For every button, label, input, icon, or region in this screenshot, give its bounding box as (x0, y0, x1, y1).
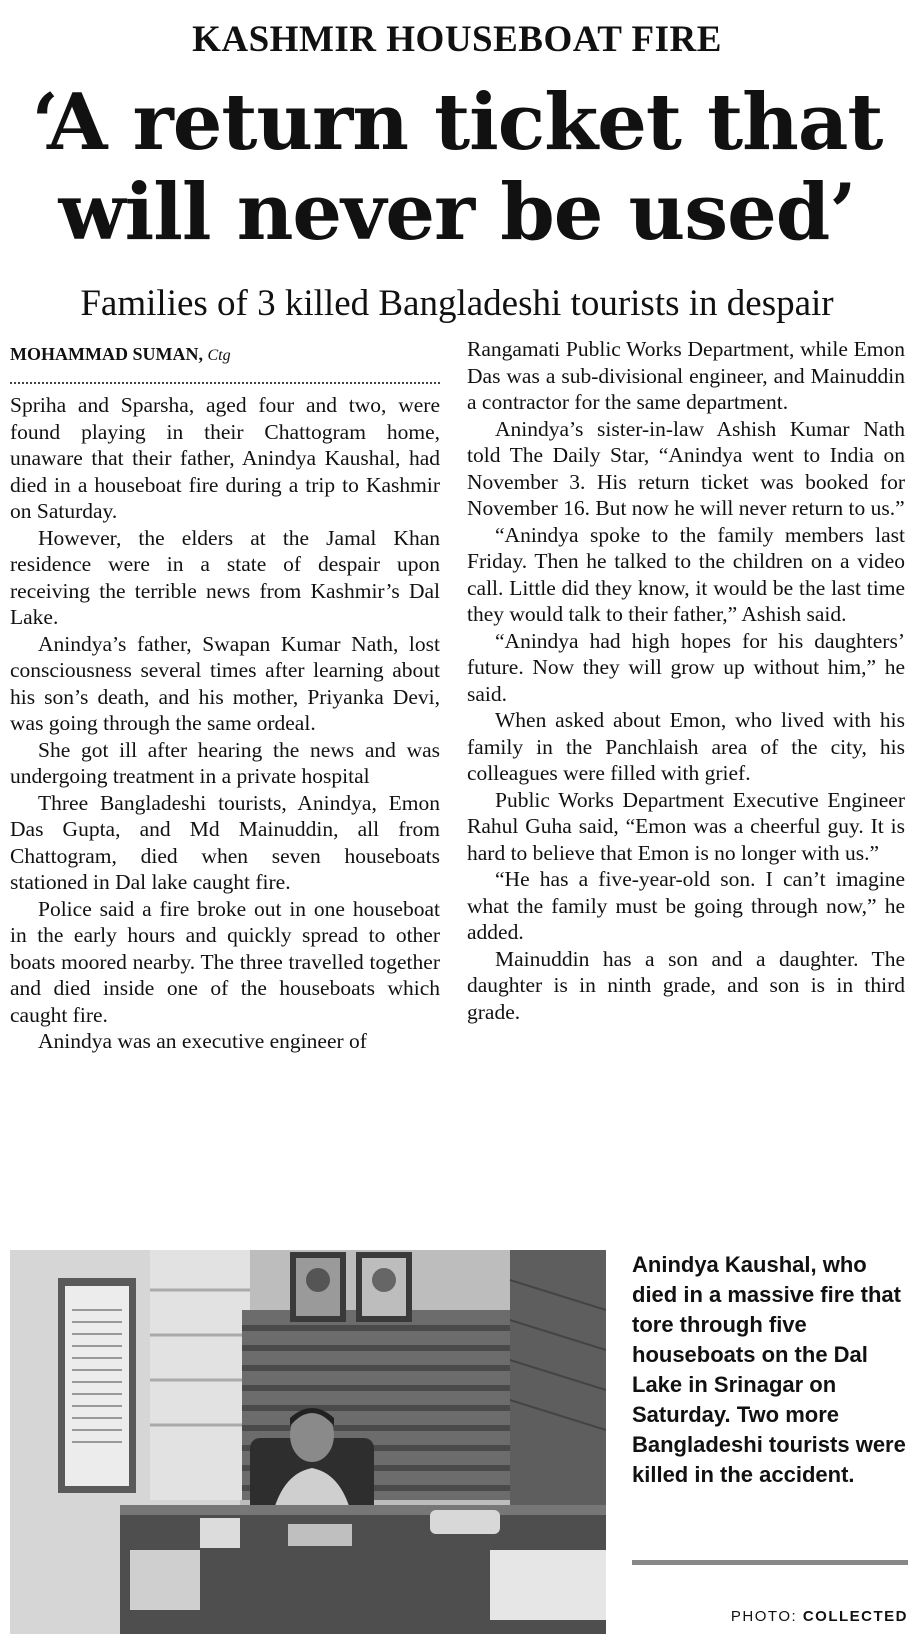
byline-location: Ctg (207, 347, 231, 364)
subheadline: Families of 3 killed Bangladeshi tourists in despair (80, 283, 834, 324)
headline-line-2: will never be used’ (58, 167, 856, 258)
photo-caption: Anindya Kaushal, who died in a massive fire that tore through five houseboats on the Dal Lake in Srinagar on Saturday. Two more Bangladeshi tourists were killed in the accident. (632, 1252, 906, 1487)
paragraph: Spriha and Sparsha, aged four and two, were found playing in their Chattogram home, unaware that their father, Anindya Kaushal, had died in a houseboat fire during a trip to Kashmir on Saturday. (10, 393, 440, 523)
paragraph: “Anindya spoke to the family members last Friday. Then he talked to the children on a video call. Little did they know, it would be the last time they would talk to their father,” Ashish said. (467, 522, 905, 626)
byline-author: MOHAMMAD SUMAN, (10, 344, 203, 364)
paragraph: When asked about Emon, who lived with his family in the Panchlaish area of the city, his colleagues were filled with grief. (467, 708, 905, 785)
paragraph: Anindya was an executive engineer of (38, 1029, 367, 1053)
headline-line-1: ‘A return ticket that (31, 77, 883, 168)
paragraph: Police said a fire broke out in one houseboat in the early hours and quickly spread to other boats moored nearby. The three travelled together and died inside one of the houseboats which caught fire. (10, 896, 440, 1027)
byline-divider (10, 382, 440, 384)
news-photo (10, 1250, 606, 1634)
paragraph: “Anindya had high hopes for his daughters’ future. Now they will grow up without him,” he said. (467, 628, 905, 706)
article-column-2 (467, 336, 905, 1025)
photo-credit-label: PHOTO: (730, 1608, 798, 1625)
kicker: KASHMIR HOUSEBOAT FIRE (192, 19, 722, 60)
headline (0, 78, 914, 258)
paragraph: Mainuddin has a son and a daughter. The daughter is in ninth grade, and son is in third grade. (467, 946, 905, 1024)
paragraph: Anindya’s sister-in-law Ashish Kumar Nath told The Daily Star, “Anindya went to India on November 3. His return ticket was booked for November 16. But now he will never return to us.” (467, 416, 905, 520)
byline (10, 344, 438, 365)
paragraph: Anindya’s father, Swapan Kumar Nath, lost consciousness several times after learning about his son’s death, and his mother, Priyanka Devi, was going through the same ordeal. (10, 631, 440, 735)
paragraph: However, the elders at the Jamal Khan residence were in a state of despair upon receiving the terrible news from Kashmir’s Dal Lake. (10, 525, 440, 629)
paragraph: Public Works Department Executive Engineer Rahul Guha said, “Emon was a cheerful guy. It is hard to believe that Emon is no longer with us.” (467, 787, 905, 865)
paragraph: Rangamati Public Works Department, while Emon Das was a sub-divisional engineer, and Mainuddin a contractor for the same department. (467, 337, 905, 414)
caption-rule (632, 1560, 908, 1565)
article-column-1 (10, 392, 440, 1055)
paragraph: Three Bangladeshi tourists, Anindya, Emon Das Gupta, and Md Mainuddin, all from Chattogram, died when seven houseboats stationed in Dal lake caught fire. (10, 790, 440, 894)
office-scene-illustration (10, 1250, 606, 1634)
paragraph: “He has a five-year-old son. I can’t imagine what the family must be going through now,” he added. (467, 867, 905, 944)
paragraph: She got ill after hearing the news and was undergoing treatment in a private hospital (10, 737, 440, 788)
photo-credit (632, 1608, 908, 1625)
photo-credit-source: COLLECTED (802, 1608, 908, 1625)
